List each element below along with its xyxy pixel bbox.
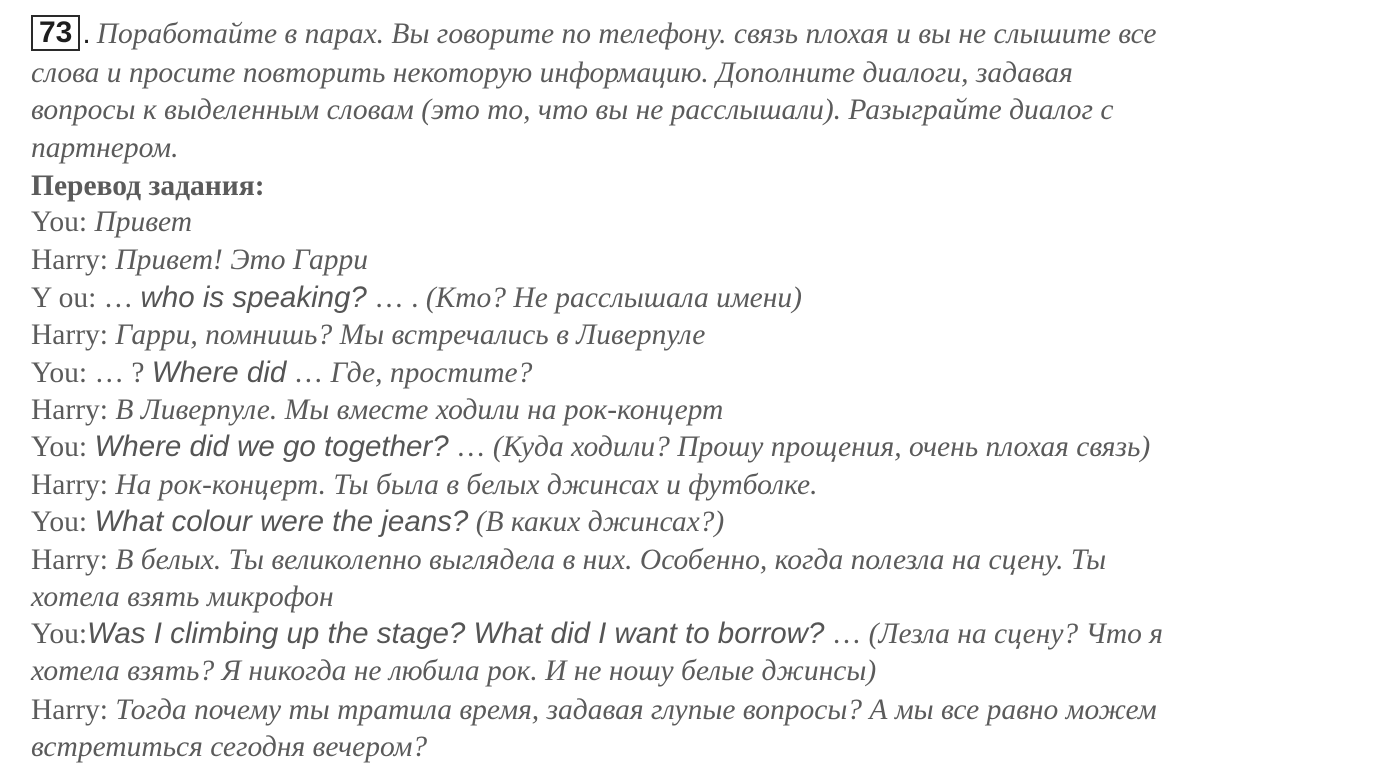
russian-line: На рок-концерт. Ты была в белых джинсах и футболке. xyxy=(115,469,818,501)
speaker-label: Harry: xyxy=(31,469,108,501)
speaker-label: Harry: xyxy=(31,244,108,276)
task-line-2: слова и просите повторить некоторую информацию. Дополните диалоги, задавая xyxy=(31,57,1073,89)
dialog-line xyxy=(31,692,1157,728)
english-question: Where did we go together? xyxy=(94,430,449,463)
russian-line: хотела взять микрофон xyxy=(31,581,334,613)
russian-line: (Лезла на сцену? Что я xyxy=(868,618,1164,650)
speaker-label: You: xyxy=(31,431,88,463)
dialog-line-continued xyxy=(31,729,427,765)
russian-line: хотела взять? Я никогда не любила рок. И не ношу белые джинсы) xyxy=(31,655,877,687)
russian-line: (Куда ходили? Прошу прощения, очень плохая связь) xyxy=(492,431,1151,463)
speaker-label: You: xyxy=(31,357,88,389)
dialog-line xyxy=(31,317,705,353)
task-line-3: вопросы к выделенным словам (это то, что вы не расслышали). Разыграйте диалог с xyxy=(31,94,1114,126)
speaker-label: Harry: xyxy=(31,319,108,351)
russian-line: Привет! Это Гарри xyxy=(115,244,368,276)
dialog-line xyxy=(31,467,818,503)
dialog-line xyxy=(31,504,724,540)
speaker-label: Y ou: xyxy=(31,282,97,314)
russian-line: В белых. Ты великолепно выглядела в них. Особенно, когда полезла на сцену. Ты xyxy=(115,544,1107,576)
task-line-1 xyxy=(31,15,1156,52)
russian-line: встретиться сегодня вечером? xyxy=(31,731,428,763)
dialog-line xyxy=(31,204,192,240)
speaker-label: You: xyxy=(31,506,88,538)
translation-heading: Перевод задания: xyxy=(31,170,265,202)
task-text: Поработайте в парах. Вы говорите по телефону. связь плохая и вы не слышите все xyxy=(96,18,1157,50)
connector-text: … xyxy=(286,357,331,389)
speaker-label: Harry: xyxy=(31,694,108,726)
speaker-label: Harry: xyxy=(31,544,108,576)
task-line-4: партнером. xyxy=(31,132,179,164)
english-question: who is speaking? xyxy=(140,281,367,314)
task-number-dot: . xyxy=(82,17,91,50)
speaker-label: You: xyxy=(31,618,88,650)
russian-line: Тогда почему ты тратила время, задавая глупые вопросы? А мы все равно можем xyxy=(115,694,1157,726)
connector-text: … xyxy=(824,618,869,650)
connector-text: … xyxy=(96,282,141,314)
russian-line: Где, простите? xyxy=(330,357,533,389)
connector-text xyxy=(468,506,475,538)
dialog-line xyxy=(31,429,1150,465)
speaker-label: You: xyxy=(31,206,88,238)
dialog-line xyxy=(31,392,723,428)
connector-text: … ? xyxy=(87,357,152,389)
speaker-label: Harry: xyxy=(31,394,108,426)
english-question: Where did xyxy=(151,356,287,389)
english-question: What colour were the jeans? xyxy=(94,505,469,538)
dialog-line-continued xyxy=(31,579,334,615)
dialog-line xyxy=(31,616,1163,652)
russian-line: Привет xyxy=(94,206,193,238)
dialog-line xyxy=(31,280,802,316)
russian-line: (Кто? Не расслышала имени) xyxy=(425,282,802,314)
english-question: Was I climbing up the stage? What did I want to borrow? xyxy=(87,617,825,650)
task-number-box: 73 xyxy=(31,15,80,51)
dialog-line xyxy=(31,542,1106,578)
connector-text: … . xyxy=(366,282,426,314)
dialog-line xyxy=(31,242,368,278)
dialog-line xyxy=(31,355,532,391)
dialog-line-continued xyxy=(31,653,876,689)
russian-line: (В каких джинсах?) xyxy=(475,506,725,538)
russian-line: В Ливерпуле. Мы вместе ходили на рок-концерт xyxy=(115,394,724,426)
russian-line: Гарри, помнишь? Мы встречались в Ливерпуле xyxy=(115,319,706,351)
connector-text: … xyxy=(448,431,493,463)
